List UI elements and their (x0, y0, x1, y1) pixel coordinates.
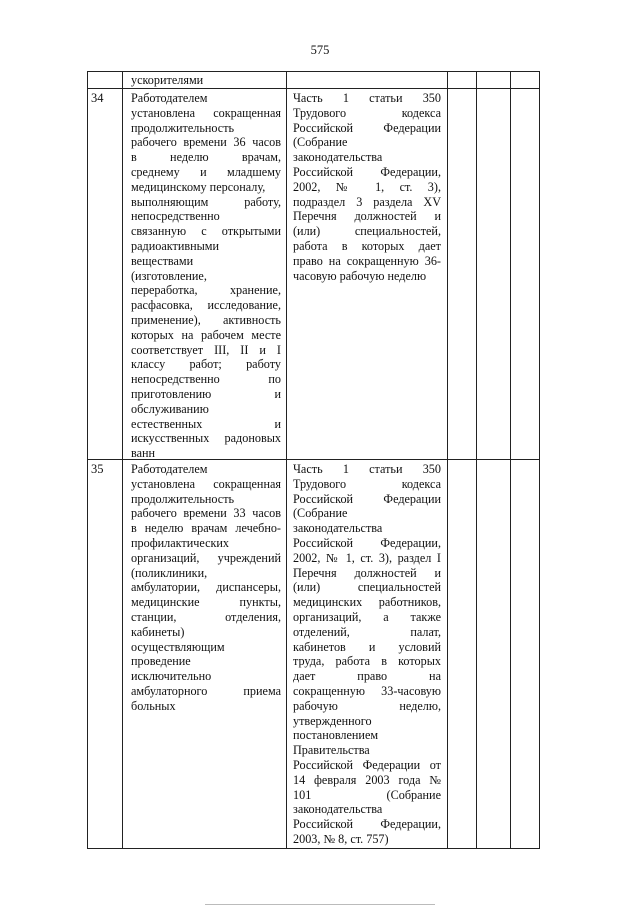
table-rule (122, 71, 123, 849)
text-line: (Собрание (293, 506, 348, 521)
text-line: Трудового кодекса (293, 476, 441, 491)
table-rule (87, 848, 540, 849)
text-line: радиоактивными (131, 238, 220, 253)
text-line: непосредственно по (131, 372, 281, 387)
text-line: которых на рабочем месте (131, 327, 281, 342)
text-line: соответствует III, II и I (131, 342, 281, 357)
text-line: исключительно (131, 669, 212, 684)
text-line: переработка, хранение, (131, 283, 281, 298)
text-line: кабинетов и условий (293, 639, 441, 654)
text-line: дает право на (293, 669, 441, 684)
text-line: Правительства (293, 743, 370, 758)
table-rule (286, 71, 287, 849)
legal-basis-text (293, 462, 441, 847)
text-line: отделений, палат, (293, 624, 441, 639)
text-line: (изготовление, (131, 268, 207, 283)
text-line: применение), активность (131, 312, 281, 327)
text-line: 2002, № 1, ст. 3), раздел I (293, 550, 441, 565)
text-line: рабочего времени 36 часов (131, 135, 281, 150)
text-line: ванн (131, 446, 156, 461)
text-line: Часть 1 статьи 350 (293, 462, 441, 476)
text-line: Российской Федерации, (293, 164, 441, 179)
requirements-table (87, 71, 540, 849)
text-line: Трудового кодекса (293, 105, 441, 120)
text-line: осуществляющим (131, 639, 225, 654)
text-line: выполняющим работу, (131, 194, 281, 209)
text-line: обслуживанию (131, 401, 209, 416)
text-line: продолжительность (131, 120, 235, 135)
text-line: приготовлению и (131, 386, 281, 401)
text-line: Работодателем (131, 91, 208, 105)
table-rule (510, 71, 511, 849)
table-rule (87, 71, 88, 849)
text-line: Перечня должностей и (293, 209, 441, 224)
text-line: установлена сокращенная (131, 105, 281, 120)
text-line: классу работ; работу (131, 357, 281, 372)
text-line: Российской Федерации от (293, 757, 441, 772)
requirement-text (131, 462, 281, 714)
text-line: труда, работа в которых (293, 654, 441, 669)
text-line: Российской Федерации, (293, 817, 441, 832)
text-line: рабочего времени 33 часов (131, 506, 281, 521)
text-line: Часть 1 статьи 350 (293, 91, 441, 105)
text-line: продолжительность (131, 491, 235, 506)
text-line: непосредственно (131, 209, 220, 224)
table-rule (87, 88, 540, 89)
text-line: (Собрание (293, 135, 348, 150)
row-number: 34 (91, 91, 104, 105)
table-rule (539, 71, 540, 849)
text-line: законодательства (293, 802, 383, 817)
text-line: Российской Федерации (293, 120, 441, 135)
text-line: законодательства (293, 521, 383, 536)
text-line: Российской Федерации (293, 491, 441, 506)
text-line: амбулаторного приема (131, 683, 281, 698)
text-line: рабочую неделю, (293, 698, 441, 713)
text-line: Перечня должностей и (293, 565, 441, 580)
text-line: профилактических (131, 535, 230, 550)
text-line: (или) специальностей (293, 580, 441, 595)
text-line: в неделю врачам лечебно- (131, 521, 281, 536)
text-line: установлена сокращенная (131, 476, 281, 491)
legal-basis-text (293, 91, 441, 283)
text-line: 2003, № 8, ст. 757) (293, 831, 389, 846)
text-line: медицинских работников, (293, 595, 441, 610)
text-line: 101 (Собрание (293, 787, 441, 802)
text-line: среднему и младшему (131, 164, 281, 179)
text-line: законодательства (293, 150, 383, 165)
text-line: 2002, № 1, ст. 3), (293, 179, 441, 194)
text-line: постановлением (293, 728, 379, 743)
text-line: медицинскому персоналу, (131, 179, 266, 194)
text-line: часовую рабочую неделю (293, 268, 427, 283)
continued-requirement-text (131, 73, 281, 88)
text-line: проведение (131, 654, 191, 669)
text-line: больных (131, 698, 176, 713)
text-line: естественных и (131, 416, 281, 431)
page-number: 575 (310, 43, 330, 57)
table-rule (87, 71, 540, 72)
requirement-text (131, 91, 281, 461)
text-line: расфасовка, исследование, (131, 298, 281, 313)
text-line: веществами (131, 253, 194, 268)
table-rule (447, 71, 448, 849)
text-line: амбулатории, диспансеры, (131, 580, 281, 595)
text-line: подраздел 3 раздела XV (293, 194, 441, 209)
text-line: организаций, учреждений (131, 550, 281, 565)
text-line: Работодателем (131, 462, 208, 476)
text-line: право на сокращенную 36- (293, 253, 441, 268)
text-line: работа в которых дает (293, 238, 441, 253)
text-line: в неделю врачам, (131, 150, 281, 165)
text-line: организаций, а также (293, 609, 441, 624)
text-line: (или) специальностей, (293, 224, 441, 239)
text-line: ускорителями (131, 73, 204, 87)
text-line: (поликлиники, (131, 565, 208, 580)
text-line: Российской Федерации, (293, 535, 441, 550)
text-line: медицинские пункты, (131, 595, 281, 610)
text-line: утвержденного (293, 713, 372, 728)
row-number: 35 (91, 462, 104, 476)
text-line: кабинеты) (131, 624, 185, 639)
text-line: связанную с открытыми (131, 224, 281, 239)
table-rule (476, 71, 477, 849)
text-line: искусственных радоновых (131, 431, 281, 446)
text-line: 14 февраля 2003 года № (293, 772, 441, 787)
text-line: сокращенную 33-часовую (293, 683, 441, 698)
text-line: станции, отделения, (131, 609, 281, 624)
